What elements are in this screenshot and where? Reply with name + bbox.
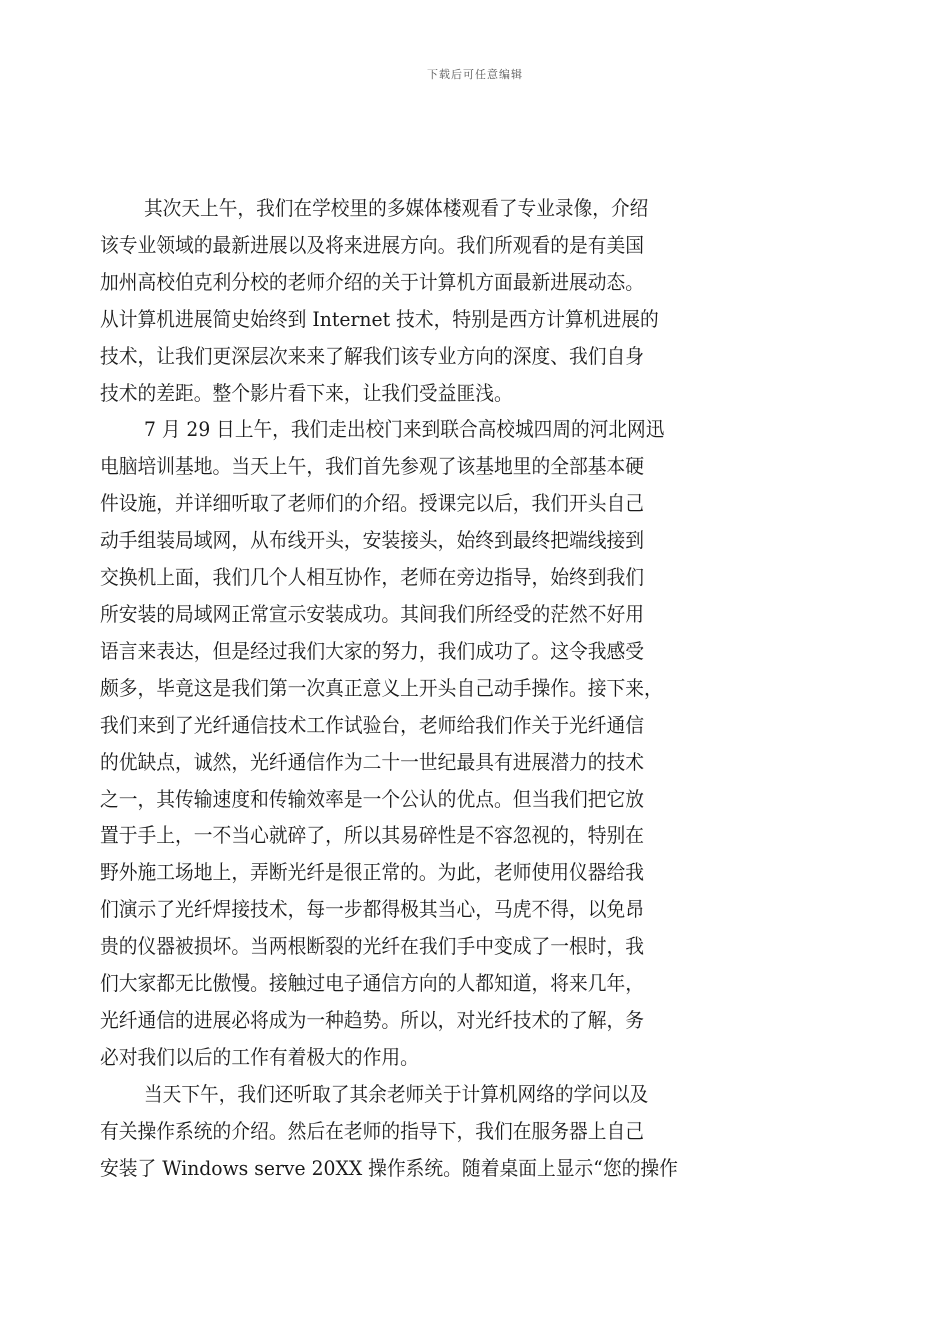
document-body [100,190,810,1186]
text-line: 光纤通信的进展必将成为一种趋势。所以，对光纤技术的了解，务 [100,1007,645,1032]
text-line: 7 月 29 日上午，我们走出校门来到联合高校城四周的河北网迅 [144,417,665,442]
text-line: 我们来到了光纤通信技术工作试验台，老师给我们作关于光纤通信 [100,712,645,737]
text-line: 动手组装局域网，从布线开头，安装接头，始终到最终把端线接到 [100,528,645,553]
text-line: 当天下午，我们还听取了其余老师关于计算机网络的学问以及 [144,1081,649,1106]
text-line: 之一，其传输速度和传输效率是一个公认的优点。但当我们把它放 [100,786,645,811]
text-line: 有关操作系统的介绍。然后在老师的指导下，我们在服务器上自己 [100,1118,645,1143]
text-line: 颇多，毕竟这是我们第一次真正意义上开头自己动手操作。接下来， [100,675,663,700]
page-header: 下载后可任意编辑 [427,68,523,81]
text-line: 其次天上午，我们在学校里的多媒体楼观看了专业录像，介绍 [144,196,649,220]
paragraph-1 [100,190,810,411]
text-line: 们大家都无比傲慢。接触过电子通信方向的人都知道，将来几年， [100,971,645,996]
text-line: 语言来表达，但是经过我们大家的努力，我们成功了。这令我感受 [100,638,645,663]
text-line: 安装了 Windows serve 20XX 操作系统。随着桌面上显示“您的操作 [100,1155,678,1180]
text-line: 从计算机进展简史始终到 Internet 技术，特别是西方计算机进展的 [100,306,659,331]
text-line: 加州高校伯克利分校的老师介绍的关于计算机方面最新进展动态。 [100,269,645,294]
text-line: 交换机上面，我们几个人相互协作，老师在旁边指导，始终到我们 [100,565,645,590]
text-line: 件设施，并详细听取了老师们的介绍。授课完以后，我们开头自己 [100,491,645,516]
text-line: 必对我们以后的工作有着极大的作用。 [100,1044,419,1069]
paragraph-2 [100,411,810,1075]
text-line: 的优缺点，诚然，光纤通信作为二十一世纪最具有进展潜力的技术 [100,749,645,774]
text-line: 电脑培训基地。当天上午，我们首先参观了该基地里的全部基本硬 [100,454,645,479]
text-line: 们演示了光纤焊接技术，每一步都得极其当心，马虎不得，以免昂 [100,897,645,922]
text-line: 该专业领域的最新进展以及将来进展方向。我们所观看的是有美国 [100,232,645,257]
text-line: 技术的差距。整个影片看下来，让我们受益匪浅。 [100,380,513,405]
text-line: 野外施工场地上，弄断光纤是很正常的。为此，老师使用仪器给我 [100,860,645,885]
text-line: 技术，让我们更深层次来来了解我们该专业方向的深度、我们自身 [100,343,645,368]
text-line: 所安装的局域网正常宣示安装成功。其间我们所经受的茫然不好用 [100,601,645,626]
paragraph-3 [100,1076,810,1187]
text-line: 贵的仪器被损坏。当两根断裂的光纤在我们手中变成了一根时，我 [100,934,645,959]
text-line: 置于手上，一不当心就碎了，所以其易碎性是不容忽视的，特别在 [100,823,645,848]
